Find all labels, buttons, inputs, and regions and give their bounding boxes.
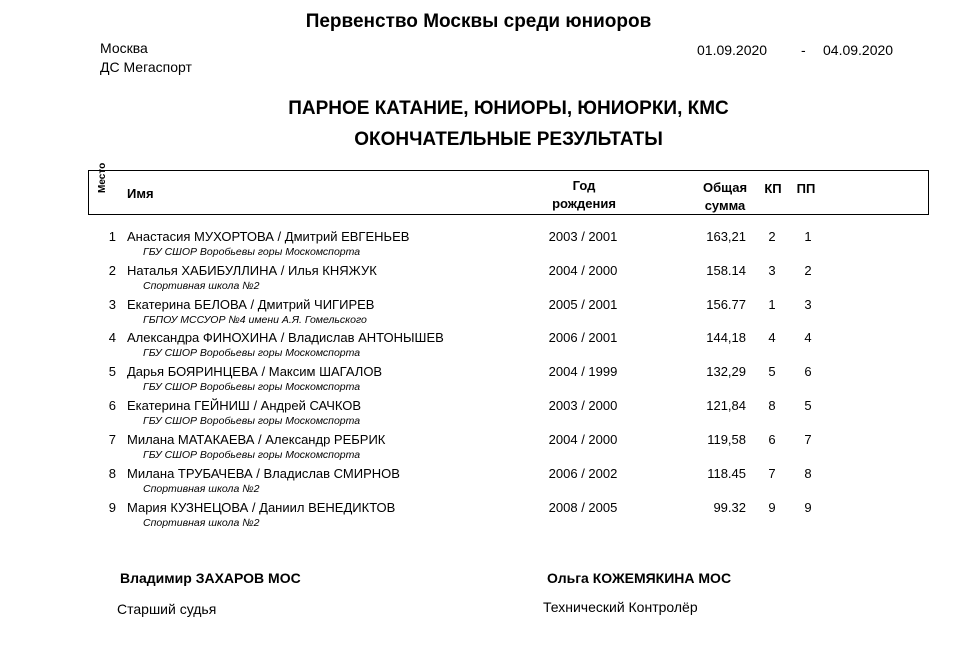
row-birth-years: 2003 / 2001: [548, 229, 618, 244]
table-row: [0, 500, 957, 534]
row-total-score: 121,84: [706, 398, 746, 413]
table-header: [88, 162, 929, 215]
row-place: 9: [108, 500, 116, 515]
column-header-pp: ПП: [796, 181, 816, 196]
row-place: 2: [108, 263, 116, 278]
row-pair-names: Дарья БОЯРИНЦЕВА / Максим ШАГАЛОВ: [127, 364, 383, 379]
column-header-kp: КП: [764, 181, 782, 196]
row-kp-rank: 1: [768, 297, 776, 312]
row-club: ГБУ СШОР Воробьевы горы Москомспорта: [143, 381, 361, 393]
column-header-total: [689, 179, 761, 215]
row-birth-years: 2005 / 2001: [548, 297, 618, 312]
row-kp-rank: 7: [768, 466, 776, 481]
table-row: [0, 330, 957, 364]
row-place: 3: [108, 297, 116, 312]
row-pair-names: Милана ТРУБАЧЕВА / Владислав СМИРНОВ: [127, 466, 400, 481]
row-pair-names: Милана МАТАКАЕВА / Александр РЕБРИК: [127, 432, 386, 447]
column-header-total-line2: сумма: [704, 198, 746, 213]
row-birth-years: 2003 / 2000: [548, 398, 618, 413]
row-total-score: 144,18: [706, 330, 746, 345]
row-birth-years: 2008 / 2005: [548, 500, 618, 515]
row-kp-rank: 2: [768, 229, 776, 244]
row-club: ГБУ СШОР Воробьевы горы Москомспорта: [143, 246, 361, 258]
table-row: [0, 466, 957, 500]
column-header-year: [529, 177, 639, 213]
results-subtitle: ОКОНЧАТЕЛЬНЫЕ РЕЗУЛЬТАТЫ: [354, 129, 663, 150]
table-row: [0, 297, 957, 331]
row-kp-rank: 4: [768, 330, 776, 345]
row-pp-rank: 8: [804, 466, 812, 481]
row-total-score: 132,29: [706, 364, 746, 379]
row-pp-rank: 6: [804, 364, 812, 379]
row-club: ГБПОУ МССУОР №4 имени А.Я. Гомельского: [143, 314, 367, 326]
row-total-score: 119,58: [707, 432, 746, 447]
row-pp-rank: 3: [804, 297, 812, 312]
row-place: 1: [108, 229, 116, 244]
row-club: ГБУ СШОР Воробьевы горы Москомспорта: [143, 415, 361, 427]
row-pp-rank: 2: [804, 263, 812, 278]
row-total-score: 156.77: [706, 297, 746, 312]
column-header-year-line1: Год: [572, 178, 596, 193]
row-club: Спортивная школа №2: [143, 280, 260, 292]
table-row: [0, 263, 957, 297]
table-row: [0, 229, 957, 263]
column-header-place: Место: [97, 162, 108, 193]
row-birth-years: 2004 / 2000: [548, 432, 618, 447]
city: Москва: [100, 40, 148, 56]
row-pp-rank: 1: [804, 229, 812, 244]
table-row: [0, 398, 957, 432]
document-title: Первенство Москвы среди юниоров: [305, 11, 652, 32]
row-birth-years: 2006 / 2002: [548, 466, 618, 481]
row-place: 8: [108, 466, 116, 481]
row-club: Спортивная школа №2: [143, 517, 260, 529]
venue: ДС Мегаспорт: [100, 59, 192, 75]
date-end: 04.09.2020: [823, 42, 894, 58]
row-pair-names: Екатерина ГЕЙНИШ / Андрей САЧКОВ: [127, 398, 362, 413]
row-place: 7: [108, 432, 116, 447]
event-title: ПАРНОЕ КАТАНИЕ, ЮНИОРЫ, ЮНИОРКИ, КМС: [288, 98, 729, 119]
row-kp-rank: 9: [768, 500, 776, 515]
row-pair-names: Наталья ХАБИБУЛЛИНА / Илья КНЯЖУК: [127, 263, 377, 278]
date-separator: -: [801, 42, 806, 58]
row-birth-years: 2004 / 1999: [548, 364, 618, 379]
row-birth-years: 2006 / 2001: [548, 330, 618, 345]
row-pp-rank: 9: [804, 500, 812, 515]
row-pair-names: Анастасия МУХОРТОВА / Дмитрий ЕВГЕНЬЕВ: [127, 229, 410, 244]
date-start: 01.09.2020: [697, 42, 768, 58]
column-header-total-line1: Общая: [702, 180, 748, 195]
row-pp-rank: 4: [804, 330, 812, 345]
row-kp-rank: 3: [768, 263, 776, 278]
row-pp-rank: 7: [804, 432, 812, 447]
row-total-score: 163,21: [706, 229, 746, 244]
row-pair-names: Екатерина БЕЛОВА / Дмитрий ЧИГИРЕВ: [127, 297, 375, 312]
technical-controller-name: Ольга КОЖЕМЯКИНА МОС: [547, 570, 732, 586]
column-header-year-line2: рождения: [552, 196, 616, 211]
row-total-score: 118.45: [707, 466, 746, 481]
row-club: Спортивная школа №2: [143, 483, 260, 495]
column-header-name: Имя: [127, 186, 154, 201]
row-kp-rank: 8: [768, 398, 776, 413]
row-total-score: 158.14: [706, 263, 746, 278]
referee-role: Старший судья: [117, 601, 217, 617]
row-pp-rank: 5: [804, 398, 812, 413]
row-place: 5: [108, 364, 116, 379]
row-club: ГБУ СШОР Воробьевы горы Москомспорта: [143, 347, 361, 359]
row-kp-rank: 6: [768, 432, 776, 447]
table-row: [0, 364, 957, 398]
referee-name: Владимир ЗАХАРОВ МОС: [120, 570, 301, 586]
row-kp-rank: 5: [768, 364, 776, 379]
row-pair-names: Мария КУЗНЕЦОВА / Даниил ВЕНЕДИКТОВ: [127, 500, 396, 515]
row-place: 4: [108, 330, 116, 345]
technical-controller-role: Технический Контролёр: [543, 599, 698, 615]
row-club: ГБУ СШОР Воробьевы горы Москомспорта: [143, 449, 361, 461]
row-total-score: 99.32: [713, 500, 746, 515]
row-birth-years: 2004 / 2000: [548, 263, 618, 278]
row-place: 6: [108, 398, 116, 413]
row-pair-names: Александра ФИНОХИНА / Владислав АНТОНЫШЕВ: [127, 330, 444, 345]
table-row: [0, 432, 957, 466]
